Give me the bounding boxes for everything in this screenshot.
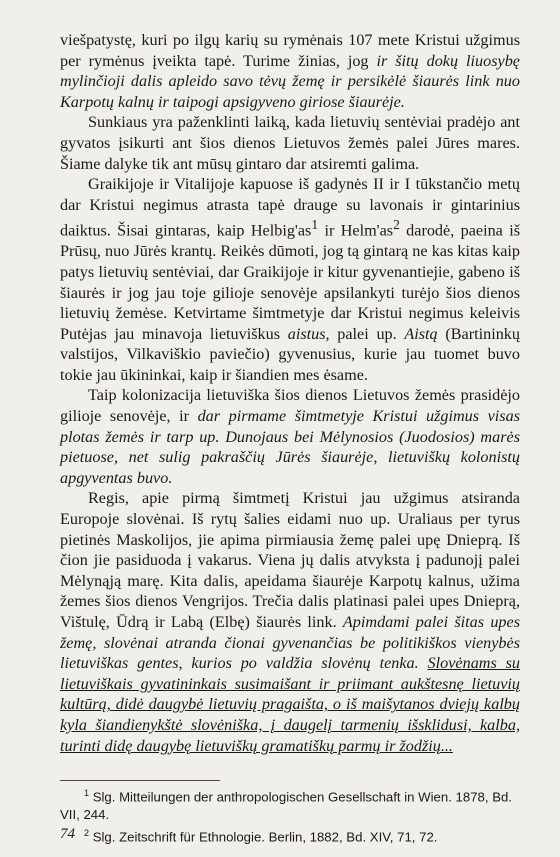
- footnote-text: Slg. Mitteilungen der anthropologischen Gesellschaft in Wien. 1878, Bd. VII, 244.: [60, 789, 513, 823]
- text-span: Sunkiaus yra paženklinti laiką, kada lietuvių sentėviai pradėjo ant gyvatos įsikurti ant šios dienos Lietuvos žemės palei Jūres mares. Šiame dalyke tik ant mūsų gintaro dar atsiremti galima.: [60, 113, 520, 173]
- text-span: Graikijoje ir Vitalijoje kapuose iš gadynės II ir I tūkstančio metų dar Kristui negimus atrasta tapė drauge su lavonais ir gintarinius daiktus. Šisai gintaras, kaip Helbig'as: [60, 175, 520, 240]
- footnote-number: 1: [84, 788, 90, 798]
- underlined-text: Slovėnams su lietuviškais gyvatininkais susimaišant ir priimant aukštesnę lietuvių kultūrą, didė daugybė lietuvių pragaišta, o iš maišytanos dviejų kalbų kyla šiandienykštė slovėniška, į daugelį tarmenių išsklidusi, kalba, turinti didę daugybę lietuviškų gramatiškų parmų ir žodžių...: [60, 654, 521, 755]
- footnote: [60, 784, 520, 824]
- footnote-rule: [60, 780, 220, 781]
- footnote-ref: 1: [311, 217, 319, 233]
- italic-text: Apimdami palei šitas upes žemę, slovėnai atranda čionai gyvenančias be politikiškos vienybės lietuviškas gentes, kurios po valdžia slovėnų tenka. Slovėnams su lietuviškais gyvatininkais susimaišant ir priimant aukštesnę lietuvių kultūrą, didė daugybė lietuvių pragaišta, o iš maišytanos dviejų kalbų kyla šiandienykštė slovėniška, į daugelį tarmenių išsklidusi, kalba, turinti didę daugybę lietuviškų gramatiškų parmų ir žodžių...: [60, 613, 521, 755]
- body-text: [60, 30, 520, 756]
- text-span: darodė, paeina iš Prūsų, nuo Jūrės krantų. Reikės dūmoti, jog tą gintarą ne kas kitas kaip patys lietuvių sentėviai, dar Graikijoje ir kitur gyvenantiejie, gabeno iš šiaurės ir jog jau toje gilioje senovėje apsilankyti turėjo šios dienos lietuvių žemėse. Ketvirtame šimtmetyje dar Kristui negimus keleivis Putėjas jau minavoja lietuviškus: [60, 221, 521, 343]
- italic-text: aistus: [287, 324, 326, 343]
- text-span: viešpatystę, kuri po ilgų karių su rymėnais 107 mete Kristui užgimus per rymėnus įveikta tapė. Turime žinias, jog: [60, 31, 520, 70]
- page-number: 74: [60, 826, 75, 842]
- paragraph: [60, 488, 520, 756]
- footnote-text: Slg. Zeitschrift für Ethnologie. Berlin, 1882, Bd. XIV, 71, 72.: [92, 829, 438, 845]
- paragraph: [60, 385, 520, 488]
- paragraph: [60, 112, 520, 174]
- italic-text: ir šitų dokų liuosybę mylinčioji dalis apleido savo tėvų žemę ir persikėlė šiaurės link nuo Karpotų kalnų ir taipogi apsigyveno giriose šiaurėje.: [60, 51, 520, 111]
- text-span: Regis, apie pirmą šimtmetį Kristui jau užgimus atsiranda Europoje slovėnai. Iš rytų šalies eidami nuo up. Uraliaus per tyrus pietinės Maskolijos, jie apima pirmiausia žemę palei upę Dnieprą. Iš čion jie pasiduoda į vakarus. Viena jų dalis atvyksta į padunojį palei Mėlynąją marę. Kita dalis, apeidama šiaurėje Karpotų kalnus, užima žemes šios dienos Vengrijos. Trečia dalis platinasi palei upes Dnieprą, Vištulę, Ūdrą ir Labą (Elbę) šiaurės link.: [60, 489, 520, 632]
- footnote-ref: 2: [393, 217, 400, 233]
- text-span: ir Helm'as: [318, 221, 394, 240]
- footnotes: [60, 784, 520, 847]
- paragraph: [60, 174, 520, 385]
- paragraph: [60, 30, 520, 112]
- text-span: , palei up.: [325, 324, 405, 343]
- footnote-number: 2: [84, 828, 90, 839]
- italic-text: dar pirmame šimtmetyje Kristui užgimus visas plotas žemės ir tarp up. Dunojaus bei Mėlynosios (Juodosios) marės pietuose, net sulig pakraščių Jūrės šiaurėje, lietuviškų kolonistų apgyventas buvo.: [60, 407, 520, 487]
- text-span: Taip kolonizacija lietuviška šios dienos Lietuvos žemės prasidėjo gilioje senovėje, ir: [60, 386, 520, 426]
- text-span: (Bartininkų valstijos, Vilkaviškio paviečio) gyvenusius, kurie jau tuomet buvo tokie jau ūkininkai, kaip ir šiandien mes ėsame.: [60, 324, 520, 384]
- footnote: [60, 824, 520, 846]
- italic-text: Aistą: [404, 324, 438, 343]
